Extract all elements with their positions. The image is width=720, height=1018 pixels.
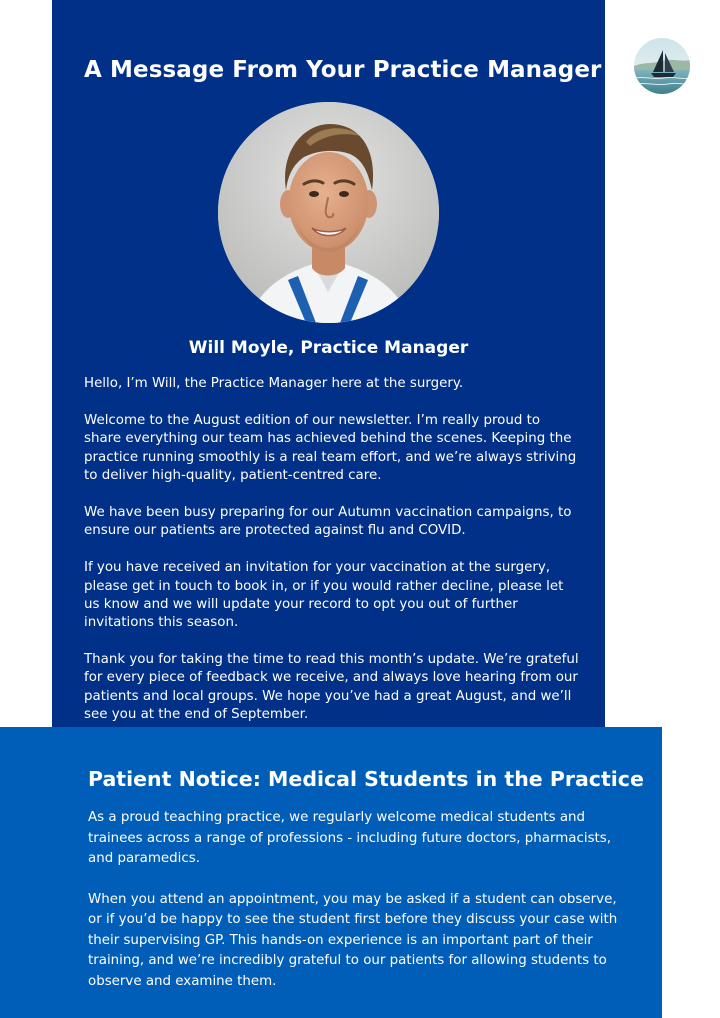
manager-paragraph: Welcome to the August edition of our newsletter. I’m really proud to share everything our team has achieved behind the scenes. Keeping the practice running smoothly is a real team effort, and we’re always striving to deliver high-quality, patient-centred care. (84, 413, 577, 483)
manager-section-title: A Message From Your Practice Manager (84, 57, 602, 83)
practice-manager-portrait (218, 102, 439, 323)
notice-section-title: Patient Notice: Medical Students in the Practice (88, 767, 644, 791)
practice-manager-section (52, 0, 605, 728)
manager-paragraph: Hello, I’m Will, the Practice Manager here at the surgery. (84, 376, 464, 391)
manager-message-body (84, 375, 579, 743)
manager-paragraph: If you have received an invitation for your vaccination at the surgery, please get in touch to book in, or if you would rather decline, please let us know and we will update your record to opt you out of further invitations this season. (84, 560, 564, 631)
practice-manager-name: Will Moyle, Practice Manager (188, 338, 469, 358)
notice-body (88, 808, 633, 1012)
portrait-photo (218, 102, 439, 323)
manager-paragraph: We have been busy preparing for our Autumn vaccination campaigns, to ensure our patients are protected against flu and COVID. (84, 505, 572, 539)
manager-paragraph: Thank you for taking the time to read this month’s update. We’re grateful for every piece of feedback we receive, and always love hearing from our patients and local groups. We hope you’ve had a great August, and we’ll see you at the end of September. (84, 652, 579, 722)
patient-notice-section (0, 727, 662, 1018)
notice-paragraph: As a proud teaching practice, we regularly welcome medical students and trainees across a range of professions - including future doctors, pharmacists, and paramedics. (88, 810, 612, 866)
notice-paragraph: When you attend an appointment, you may be asked if a student can observe, or if you’d be happy to see the student first before they discuss your case with their supervising GP. This hands-on experience is an important part of their training, and we’re incredibly grateful to our patients for allowing students to observe and examine them. (88, 891, 618, 989)
sailboat-logo-icon (634, 38, 690, 94)
